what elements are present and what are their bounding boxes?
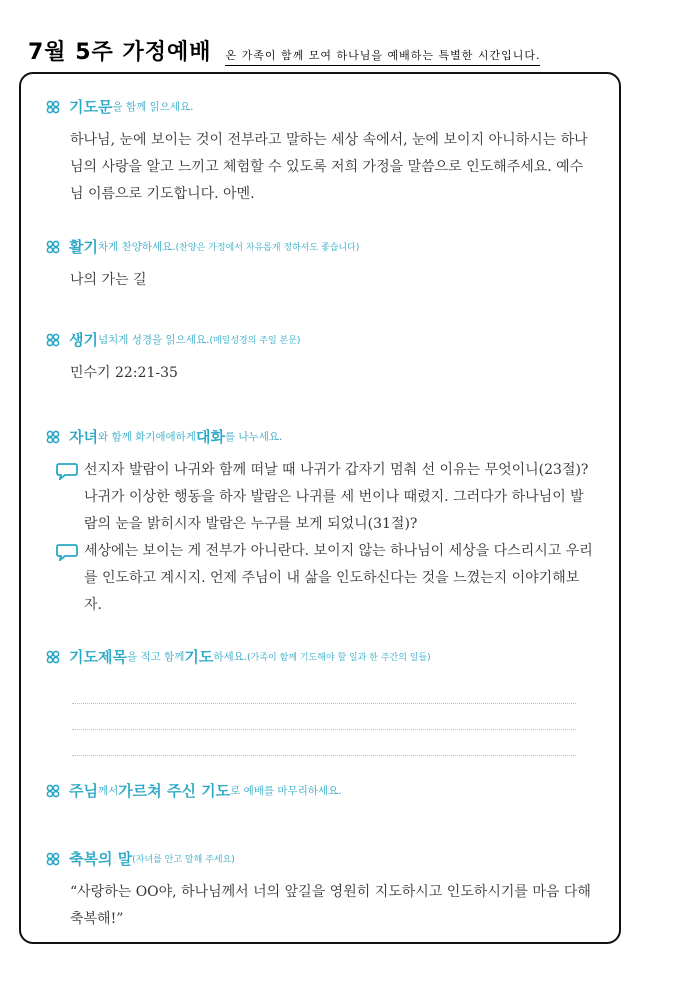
heading-text: 를 나누세요. xyxy=(224,431,283,443)
section-prayer-topic xyxy=(46,646,596,756)
writing-line[interactable] xyxy=(72,729,576,730)
question-text: 세상에는 보이는 게 전부가 아니란다. 보이지 않는 하나님이 세상을 다스리시고 우리를 인도하고 계시지. 언제 주님이 내 삶을 인도하신다는 것을 느꼈는지 이야기해보자. xyxy=(84,543,593,613)
question-item xyxy=(56,457,596,538)
heading-text: 차게 찬양하세요. xyxy=(97,241,176,253)
section-lords-prayer xyxy=(46,780,596,801)
page-subtitle: 온 가족이 함께 모여 하나님을 예배하는 특별한 시간입니다. xyxy=(225,47,540,66)
heading-keyword: 축복의 말 xyxy=(69,850,133,868)
section-bible xyxy=(46,329,596,387)
section-heading xyxy=(46,329,596,350)
heading-text: 께서 xyxy=(97,785,119,797)
clover-icon xyxy=(46,784,60,798)
clover-icon xyxy=(46,100,60,114)
section-heading xyxy=(46,426,596,447)
song-title: 나의 가는 길 xyxy=(70,272,147,288)
clover-icon xyxy=(46,852,60,866)
heading-keyword: 생기 xyxy=(69,331,98,349)
page-header xyxy=(28,36,540,66)
heading-note: (찬양은 가정에서 자유롭게 정하셔도 좋습니다) xyxy=(175,243,360,253)
question-text: 선지자 발람이 나귀와 함께 떠날 때 나귀가 갑자기 멈춰 선 이유는 무엇이니(23절)? 나귀가 이상한 행동을 하자 발람은 나귀를 세 번이나 때렸지. 그러다가 하나님이 발람의 눈을 밝히시자 발람은 누구를 보게 되었니(31절)? xyxy=(84,462,589,532)
blessing-text: “사랑하는 OO야, 하나님께서 너의 앞길을 영원히 지도하시고 인도하시기를 마음 다해 축복해!” xyxy=(70,884,591,927)
section-praise xyxy=(46,236,596,294)
clover-icon xyxy=(46,333,60,347)
speech-bubble-icon xyxy=(56,543,78,561)
heading-text: 넘치게 성경을 읽으세요. xyxy=(97,334,210,346)
section-talk xyxy=(46,426,596,619)
question-item xyxy=(56,538,596,619)
speech-bubble-icon xyxy=(56,462,78,480)
heading-text: 하세요. xyxy=(213,651,248,663)
section-prayer xyxy=(46,96,596,208)
writing-lines xyxy=(46,703,596,756)
heading-keyword: 기도문 xyxy=(69,98,113,116)
heading-note: (자녀를 안고 말해 주세요) xyxy=(132,855,235,865)
heading-keyword: 대화 xyxy=(195,428,225,446)
heading-text: 을 적고 함께 xyxy=(126,651,185,663)
section-heading xyxy=(46,780,596,801)
heading-text: 와 함께 화기애애하게 xyxy=(97,431,196,443)
prayer-text: 하나님, 눈에 보이는 것이 전부라고 말하는 세상 속에서, 눈에 보이지 아니하시는 하나님의 사랑을 알고 느끼고 체험할 수 있도록 저희 가정을 말씀으로 인도해주세요. 예수님 이름으로 기도합니다. 아멘. xyxy=(70,132,588,202)
page-title: 7월 5주 가정예배 xyxy=(28,40,212,65)
section-heading xyxy=(46,646,596,667)
section-heading xyxy=(46,236,596,257)
section-heading xyxy=(46,96,596,117)
writing-line[interactable] xyxy=(72,703,576,704)
heading-note: (가족이 함께 기도해야 할 일과 한 주간의 일들) xyxy=(247,653,431,663)
heading-text: 로 예배를 마무리하세요. xyxy=(230,785,342,797)
heading-keyword: 활기 xyxy=(69,238,98,256)
writing-line[interactable] xyxy=(72,755,576,756)
clover-icon xyxy=(46,430,60,444)
clover-icon xyxy=(46,650,60,664)
heading-note: (매일성경의 주일 본문) xyxy=(209,336,301,346)
section-heading xyxy=(46,848,596,869)
heading-keyword: 기도 xyxy=(184,648,214,666)
heading-keyword: 주님 xyxy=(69,782,98,800)
heading-keyword: 기도제목 xyxy=(69,648,127,666)
clover-icon xyxy=(46,240,60,254)
heading-keyword: 가르쳐 주신 기도 xyxy=(118,782,231,800)
heading-text: 을 함께 읽으세요. xyxy=(112,101,194,113)
bible-reference: 민수기 22:21-35 xyxy=(70,365,178,381)
section-blessing xyxy=(46,848,596,933)
heading-keyword: 자녀 xyxy=(69,428,98,446)
